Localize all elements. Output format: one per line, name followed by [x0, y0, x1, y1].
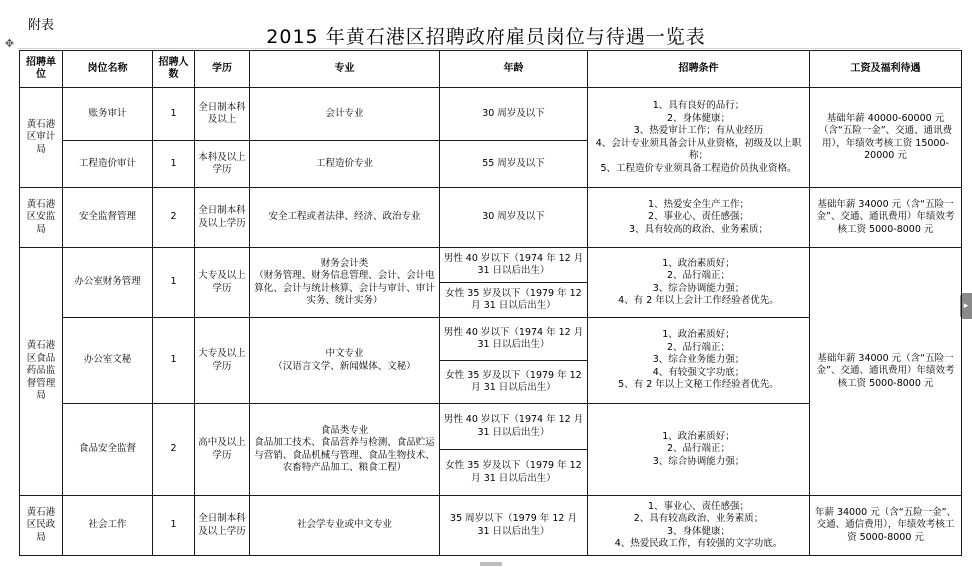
position-cell: 食品安全监督: [63, 404, 153, 496]
age-cell-female: 女性 35 岁及以下（1979 年 12 月 31 日以后出生）: [440, 361, 588, 404]
count-cell: 1: [153, 88, 195, 141]
age-cell-female: 女性 35 岁及以下（1979 年 12 月 31 日以后出生）: [440, 450, 588, 496]
age-cell: 30 周岁及以下: [440, 88, 588, 141]
header-age: 年龄: [440, 51, 588, 88]
header-position: 岗位名称: [63, 51, 153, 88]
age-cell-male: 男性 40 岁以下（1974 年 12 月 31 日以后出生）: [440, 404, 588, 450]
salary-cell: 年薪 34000 元（含“五险一金”、交通、通信费用），年绩效考核工资 5000-8000 元: [810, 496, 962, 556]
conditions-cell: 1、具有良好的品行； 2、身体健康； 3、热爱审计工作；有从业经历 4、会计专业须具备会计从业资格，初级及以上职称； 5、工程造价专业须具备工程造价员执业资格。: [588, 88, 810, 188]
ruler-line: [18, 48, 960, 49]
age-cell: 55 周岁及以下: [440, 141, 588, 188]
unit-cell: 黄石港区食品药品监督管理局: [20, 248, 63, 496]
major-cell: 社会学专业或中文专业: [250, 496, 440, 556]
position-cell: 安全监督管理: [63, 188, 153, 248]
age-cell: 30 周岁及以下: [440, 188, 588, 248]
age-cell-male: 男性 40 岁以下（1974 年 12 月 31 日以后出生）: [440, 248, 588, 283]
conditions-cell: 1、热爱安全生产工作； 2、事业心、责任感强； 3、具有较高的政治、业务素质；: [588, 188, 810, 248]
major-cell: 安全工程或者法律、经济、政治专业: [250, 188, 440, 248]
job-table: [19, 50, 962, 556]
count-cell: 1: [153, 141, 195, 188]
header-salary: 工资及福利待遇: [810, 51, 962, 88]
position-cell: 账务审计: [63, 88, 153, 141]
major-cell: 中文专业 （汉语言文学、新闻媒体、文秘）: [250, 318, 440, 404]
count-cell: 2: [153, 188, 195, 248]
header-conditions: 招聘条件: [588, 51, 810, 88]
scroll-indicator[interactable]: [480, 562, 502, 566]
header-count: 招聘人数: [153, 51, 195, 88]
education-cell: 高中及以上学历: [195, 404, 250, 496]
salary-cell: 基础年薪 40000-60000 元（含“五险一金”、交通、通讯费用），年绩效考核工资 15000-20000 元: [810, 88, 962, 188]
side-scroll-tab-icon[interactable]: ▸: [960, 293, 972, 319]
education-cell: 全日制本科及以上学历: [195, 188, 250, 248]
salary-cell: 基础年薪 34000 元（含“五险一金”、交通、通讯费用）年绩效考核工资 5000-8000 元: [810, 188, 962, 248]
education-cell: 大专及以上学历: [195, 318, 250, 404]
position-cell: 办公室财务管理: [63, 248, 153, 318]
major-cell: 工程造价专业: [250, 141, 440, 188]
count-cell: 1: [153, 496, 195, 556]
education-cell: 大专及以上学历: [195, 248, 250, 318]
count-cell: 1: [153, 318, 195, 404]
count-cell: 2: [153, 404, 195, 496]
major-cell: 会计专业: [250, 88, 440, 141]
conditions-cell: 1、政治素质好； 2、品行端正； 3、综合业务能力强； 4、有较强文字功底； 5、有 2 年以上文秘工作经验者优先。: [588, 318, 810, 404]
table-row: [20, 188, 962, 248]
unit-cell: 黄石港区民政局: [20, 496, 63, 556]
position-cell: 社会工作: [63, 496, 153, 556]
position-cell: 办公室文秘: [63, 318, 153, 404]
position-cell: 工程造价审计: [63, 141, 153, 188]
education-cell: 全日制本科及以上: [195, 88, 250, 141]
page-title: 2015 年黄石港区招聘政府雇员岗位与待遇一览表: [266, 26, 706, 48]
major-cell: 食品类专业 食品加工技术、食品营养与检测、食品贮运与营销、食品机械与管理、食品生物技术、农畜特产品加工、粮食工程）: [250, 404, 440, 496]
conditions-cell: 1、事业心、责任感强； 2、具有较高政治、业务素质； 3、身体健康； 4、热爱民政工作，有较强的文字功底。: [588, 496, 810, 556]
table-row: [20, 248, 962, 283]
age-cell-female: 女性 35 岁及以下（1979 年 12 月 31 日以后出生）: [440, 283, 588, 318]
major-cell: 财务会计类 （财务管理、财务信息管理、会计、会计电算化、会计与统计核算、会计与审计、审计实务、统计实务）: [250, 248, 440, 318]
header-education: 学历: [195, 51, 250, 88]
conditions-cell: 1、政治素质好； 2、品行端正； 3、综合协调能力强； 4、有 2 年以上会计工作经验者优先。: [588, 248, 810, 318]
unit-cell: 黄石港区审计局: [20, 88, 63, 188]
table-row: [20, 88, 962, 141]
conditions-cell: 1、政治素质好； 2、品行端正； 3、综合协调能力强；: [588, 404, 810, 496]
education-cell: 本科及以上学历: [195, 141, 250, 188]
header-row: [20, 51, 962, 88]
header-major: 专业: [250, 51, 440, 88]
education-cell: 全日制本科及以上学历: [195, 496, 250, 556]
salary-cell: 基础年薪 34000 元（含“五险一金”、交通、通讯费用）年绩效考核工资 5000-8000 元: [810, 248, 962, 496]
page-label: 附表: [28, 18, 55, 33]
count-cell: 1: [153, 248, 195, 318]
header-unit: 招聘单位: [20, 51, 63, 88]
unit-cell: 黄石港区安监局: [20, 188, 63, 248]
age-cell-male: 男性 40 岁以下（1974 年 12 月 31 日以后出生）: [440, 318, 588, 361]
table-move-handle-icon[interactable]: ✥: [4, 37, 15, 50]
table-row: [20, 496, 962, 556]
age-cell: 35 周岁以下（1979 年 12 月 31 日以后出生）: [440, 496, 588, 556]
